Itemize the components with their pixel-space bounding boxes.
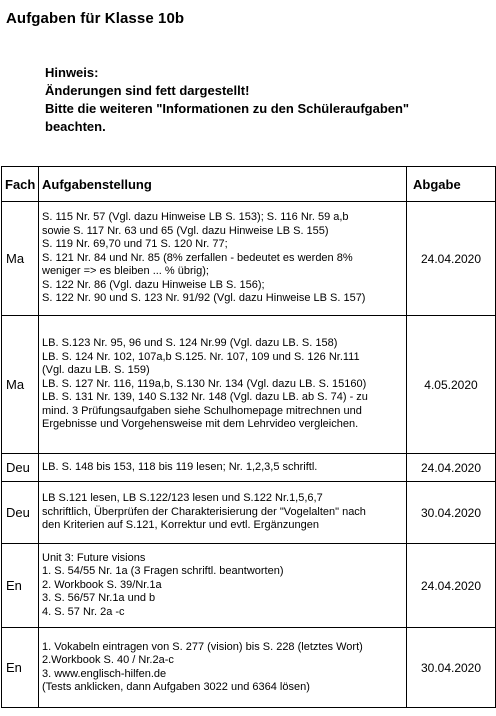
task-line: Unit 3: Future visions (42, 551, 146, 564)
task-cell (39, 202, 407, 316)
task-cell (39, 316, 407, 454)
table-row (2, 316, 496, 454)
task-line: LB. S. 148 bis 153, 118 bis 119 lesen; Nr. 1,2,3,5 schriftl. (42, 460, 318, 473)
subject-cell: Deu (2, 482, 39, 544)
task-line: sowie S. 117 Nr. 63 und 65 (Vgl. dazu Hinweise LB S. 155) (42, 224, 329, 237)
task-line: weniger => es bleiben ... % übrig); (42, 265, 209, 278)
task-line: den Kriterien auf S.121, Korrektur und evtl. Ergänzungen (42, 519, 320, 532)
subject-cell: Ma (2, 202, 39, 316)
task-line: (Vgl. dazu LB. S. 159) (42, 364, 150, 377)
task-line: 1. Vokabeln eintragen von S. 277 (vision) bis S. 228 (letztes Wort) (42, 640, 363, 653)
hint-heading: Hinweis: (45, 65, 99, 80)
task-line: schriftlich, Überprüfen der Charakterisierung der "Vogelalten" nach (42, 505, 366, 518)
header-task: Aufgabenstellung (39, 167, 407, 202)
task-line: 1. S. 54/55 Nr. 1a (3 Fragen schriftl. beantworten) (42, 565, 284, 578)
subject-cell: Ma (2, 316, 39, 454)
task-line: 4. S. 57 Nr. 2a -c (42, 605, 125, 618)
task-line: LB. S. 127 Nr. 116, 119a,b, S.130 Nr. 134 (Vgl. dazu LB. S. 15160) (42, 377, 367, 390)
task-cell (39, 544, 407, 628)
table-header-row (2, 167, 496, 202)
hint-line-changes: Änderungen sind fett dargestellt! (45, 83, 250, 98)
deadline-cell: 24.04.2020 (407, 454, 496, 482)
deadline-cell: 24.04.2020 (407, 202, 496, 316)
task-cell (39, 628, 407, 708)
task-cell (39, 482, 407, 544)
task-line: 3. www.englisch-hilfen.de (42, 667, 167, 680)
header-deadline: Abgabe (407, 167, 496, 202)
task-line: 3. S. 56/57 Nr.1a und b (42, 592, 156, 605)
table-row (2, 628, 496, 708)
table-row (2, 482, 496, 544)
task-cell (39, 454, 407, 482)
hint-line-note: beachten. (45, 119, 106, 134)
task-line: Ergebnisse und Vorgehensweise mit dem Lehrvideo vergleichen. (42, 418, 359, 431)
subject-cell: En (2, 544, 39, 628)
task-line: LB S.121 lesen, LB S.122/123 lesen und S.122 Nr.1,5,6,7 (42, 492, 323, 505)
page-title: Aufgaben für Klasse 10b (6, 10, 185, 27)
task-line: (Tests anklicken, dann Aufgaben 3022 und 6364 lösen) (42, 681, 310, 693)
table-row (2, 454, 496, 482)
task-line: S. 121 Nr. 84 und Nr. 85 (8% zerfallen - bedeutet es werden 8% (42, 251, 353, 264)
task-line: LB. S. 124 Nr. 102, 107a,b S.125. Nr. 107, 109 und S. 126 Nr.111 (42, 350, 360, 363)
task-table (1, 166, 496, 708)
table-row (2, 202, 496, 316)
deadline-cell: 30.04.2020 (407, 628, 496, 708)
task-line: S. 122 Nr. 86 (Vgl. dazu Hinweise LB S. 156); (42, 278, 265, 291)
task-line: mind. 3 Prüfungsaufgaben siehe Schulhomepage mitrechnen und (42, 404, 362, 417)
task-line: S. 122 Nr. 90 und S. 123 Nr. 91/92 (Vgl. dazu Hinweise LB S. 157) (42, 292, 366, 305)
task-line: LB. S.123 Nr. 95, 96 und S. 124 Nr.99 (Vgl. dazu LB. S. 158) (42, 337, 338, 350)
task-line: S. 115 Nr. 57 (Vgl. dazu Hinweise LB S. 153); S. 116 Nr. 59 a,b (42, 211, 349, 224)
task-line: 2.Workbook S. 40 / Nr.2a-c (42, 654, 174, 666)
hint-block (45, 64, 409, 136)
task-line: 2. Workbook S. 39/Nr.1a (42, 578, 162, 591)
task-line: S. 119 Nr. 69,70 und 71 S. 120 Nr. 77; (42, 238, 228, 251)
task-line: LB. S. 131 Nr. 139, 140 S.132 Nr. 148 (Vgl. dazu LB. ab S. 74) - zu (42, 391, 368, 404)
hint-line-info: Bitte die weiteren "Informationen zu den Schüleraufgaben" (45, 101, 410, 116)
subject-cell: Deu (2, 454, 39, 482)
table-row (2, 544, 496, 628)
deadline-cell: 4.05.2020 (407, 316, 496, 454)
deadline-cell: 30.04.2020 (407, 482, 496, 544)
header-subject: Fach (2, 167, 39, 202)
subject-cell: En (2, 628, 39, 708)
deadline-cell: 24.04.2020 (407, 544, 496, 628)
